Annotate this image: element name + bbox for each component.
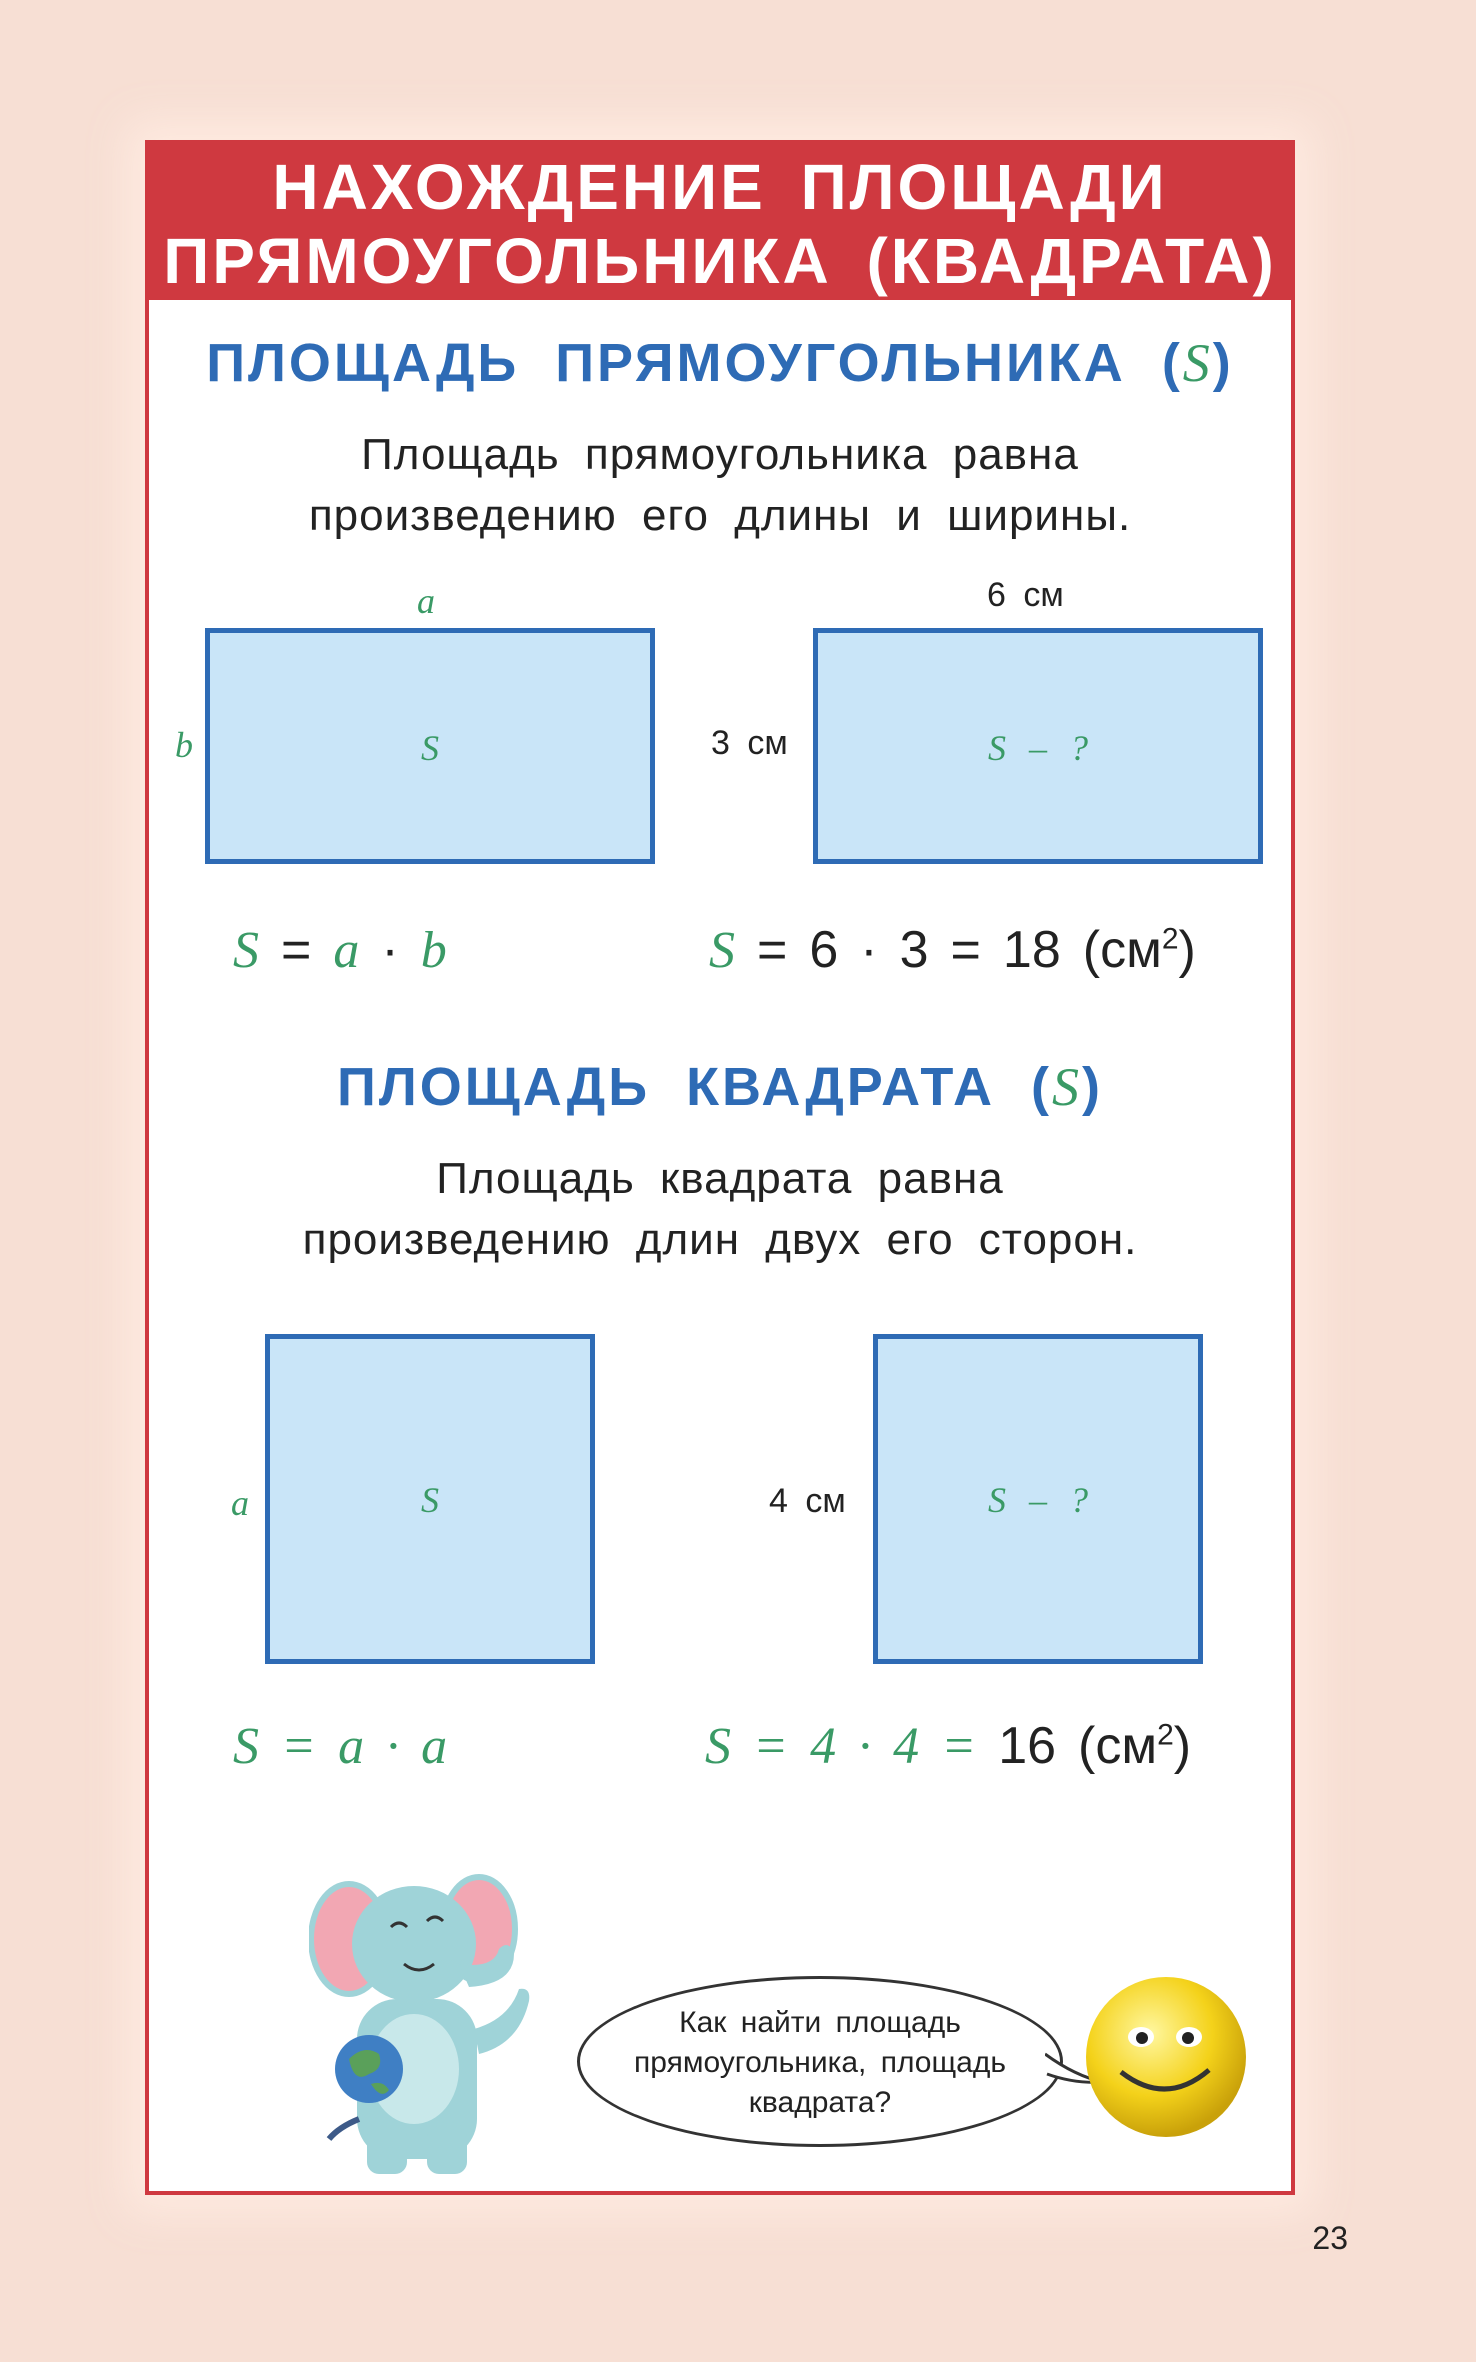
speech-bubble	[577, 1976, 1063, 2147]
square-example-side-label: 4 см	[769, 1482, 846, 1520]
formula-eq: =	[753, 1718, 789, 1775]
header-line-2: ПРЯМОУГОЛЬНИКА (КВАДРАТА)	[163, 225, 1277, 297]
square-inside-label: S	[421, 1480, 439, 1520]
formula-a: a	[421, 1718, 448, 1775]
square-rule	[149, 1148, 1291, 1270]
formula-dot: ·	[860, 921, 878, 979]
formula-symbol-s: S	[233, 922, 259, 979]
square-formula-general	[233, 1716, 447, 1776]
rectangle-title-text: ПЛОЩАДЬ ПРЯМОУГОЛЬНИКА	[206, 333, 1126, 393]
formula-dot: ·	[386, 1718, 400, 1775]
bubble-line-2: прямоугольника, площадь	[634, 2046, 1006, 2079]
square-section-title: ПЛОЩАДЬ КВАДРАТА (S)	[337, 1057, 1103, 1117]
bubble-line-3: квадрата?	[748, 2086, 892, 2119]
header-line-1: НАХОЖДЕНИЕ ПЛОЩАДИ	[272, 151, 1168, 223]
formula-eq: =	[281, 1718, 317, 1775]
formula-unit: (см	[1078, 1717, 1158, 1775]
formula-result: 18	[1002, 921, 1061, 979]
rect-example-side-label: 3 см	[711, 724, 788, 762]
formula-a: a	[338, 1718, 365, 1775]
rectangle-formula-example	[709, 920, 1196, 980]
formula-eq: =	[757, 921, 788, 979]
square-title-symbol: S	[1051, 1057, 1082, 1117]
formula-close-paren: )	[1178, 921, 1196, 979]
page-header	[149, 144, 1291, 300]
formula-eq: =	[950, 921, 981, 979]
square-rule-line-2: произведению длин двух его сторон.	[302, 1215, 1138, 1264]
formula-close-paren: )	[1173, 1717, 1192, 1775]
formula-unit-exponent: 2	[1161, 922, 1179, 956]
rectangle-figure	[205, 628, 655, 864]
formula-unit: (см	[1082, 921, 1162, 979]
square-rule-line-1: Площадь квадрата равна	[436, 1154, 1004, 1203]
rectangle-example-figure	[813, 628, 1263, 864]
rectangle-section-title: ПЛОЩАДЬ ПРЯМОУГОЛЬНИКА (S)	[206, 333, 1234, 393]
formula-result: 16	[998, 1717, 1057, 1775]
formula-number: 4	[810, 1718, 837, 1775]
formula-number: 6	[809, 921, 839, 979]
rectangle-rule	[149, 424, 1291, 546]
page-card	[145, 140, 1295, 2195]
square-example-figure	[873, 1334, 1203, 1664]
formula-dot: ·	[858, 1718, 872, 1775]
rectangle-rule-line-1: Площадь прямоугольника равна	[361, 430, 1079, 479]
square-title-text: ПЛОЩАДЬ КВАДРАТА	[337, 1057, 995, 1117]
page-number: 23	[1312, 2220, 1348, 2256]
formula-b: b	[420, 922, 447, 979]
square-figure	[265, 1334, 595, 1664]
smiley-face-icon	[1081, 1972, 1251, 2142]
formula-number: 4	[893, 1718, 920, 1775]
rect-example-top-label: 6 см	[987, 576, 1064, 614]
rect-example-inside-label: S – ?	[988, 728, 1088, 768]
rectangle-title-symbol: S	[1182, 333, 1213, 393]
formula-eq: =	[941, 1718, 977, 1775]
square-example-inside-label: S – ?	[988, 1480, 1088, 1520]
square-formula-example	[705, 1716, 1191, 1776]
square-side-label: a	[231, 1483, 249, 1523]
rectangle-formula-general	[233, 920, 447, 980]
formula-symbol-s: S	[705, 1718, 731, 1775]
formula-number: 3	[899, 921, 929, 979]
formula-symbol-s: S	[233, 1718, 259, 1775]
formula-dot: ·	[381, 921, 399, 979]
rect-top-label: a	[417, 581, 435, 621]
formula-a: a	[333, 922, 360, 979]
rectangle-rule-line-2: произведению его длины и ширины.	[308, 491, 1132, 540]
bubble-line-1: Как найти площадь	[679, 2006, 961, 2039]
elephant-illustration-icon	[309, 1869, 569, 2179]
rect-inside-label: S	[421, 728, 439, 768]
formula-symbol-s: S	[709, 922, 735, 979]
formula-eq: =	[281, 921, 312, 979]
formula-unit-exponent: 2	[1157, 1718, 1174, 1752]
rect-side-label: b	[175, 725, 193, 765]
